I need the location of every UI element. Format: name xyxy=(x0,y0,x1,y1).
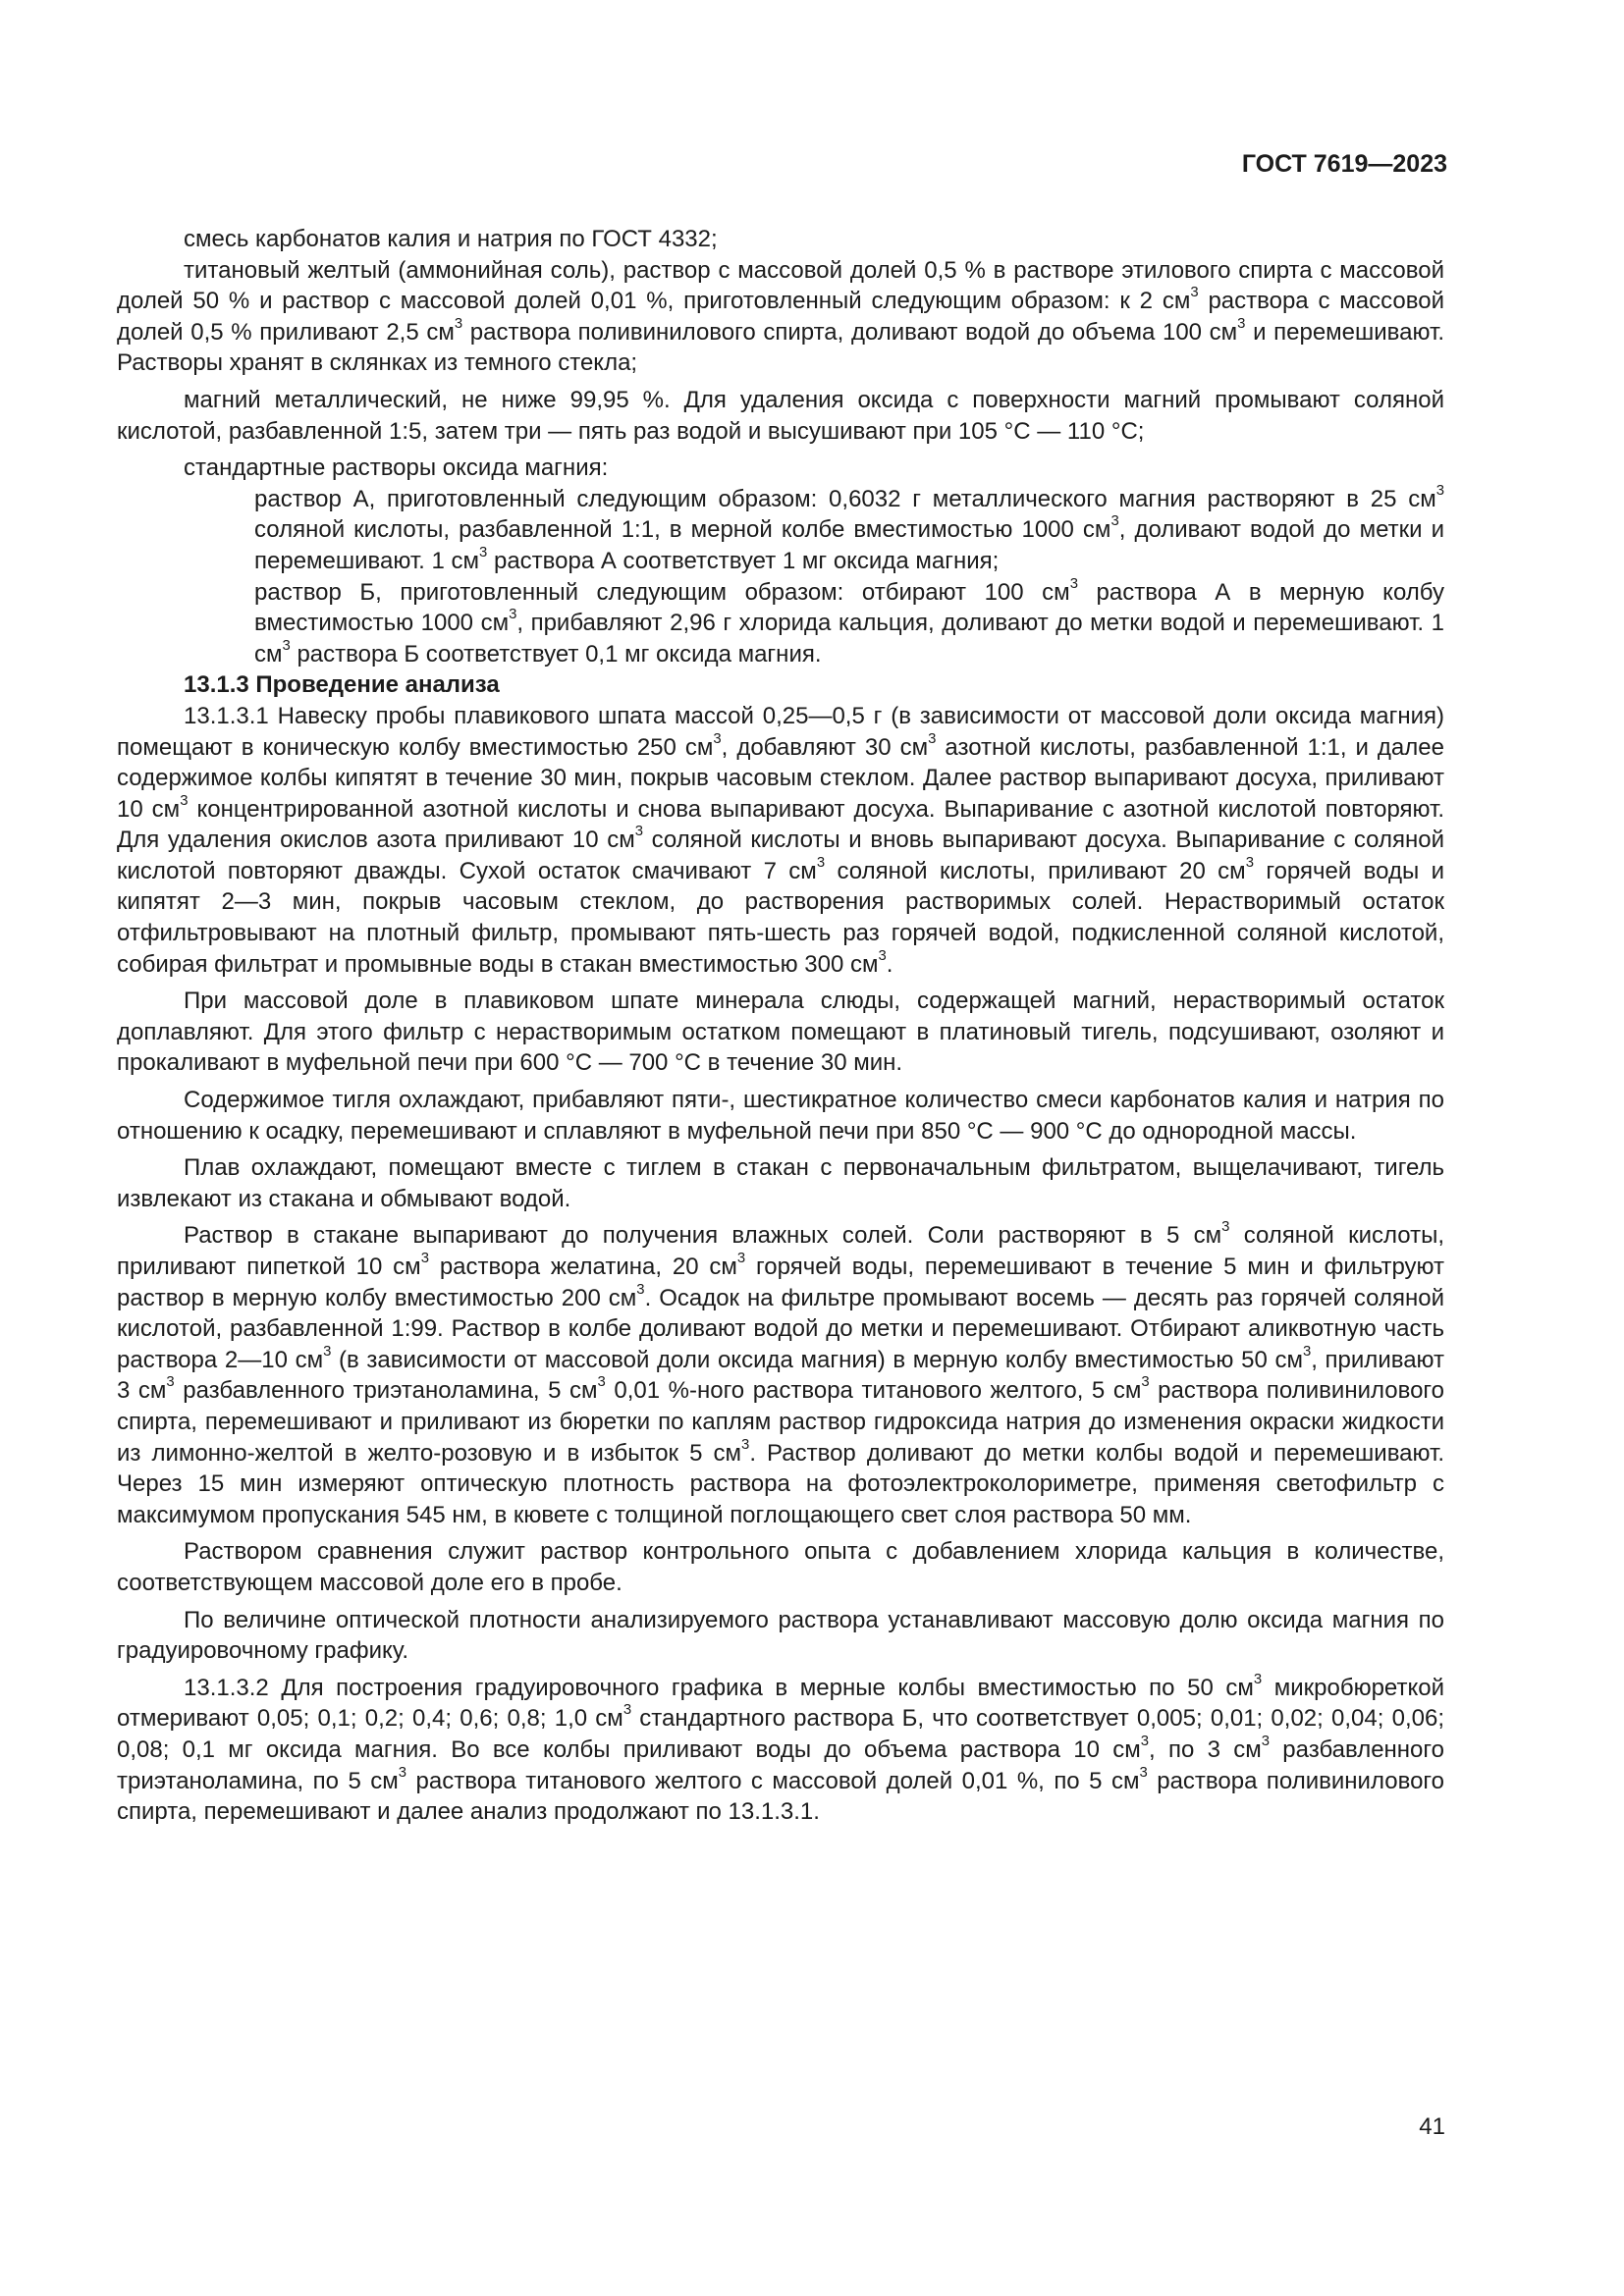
body-paragraph: При массовой доле в плавиковом шпате минерала слюды, содержащей магний, нерастворимый остаток доплавляют. Для этого фильтр с нерастворимым остатком помещают в платиновый тигель, подсушивают, озоляют и прокаливают в муфельной печи при 600 °С — 700 °С в течение 30 мин. xyxy=(117,988,1444,1077)
body-paragraph: 13.1.3.2 Для построения градуировочного графика в мерные колбы вместимостью по 50 $см^3$ микробюреткой отмеривают 0,05; 0,1; 0,2; 0,4; 0,6; 0,8; 1,0 $см^3$ стандартного раствора Б, что соответствует 0,005; 0,01; 0,02; 0,04; 0,06; 0,08; 0,1 мг оксида магния. Во все колбы приливают воды до объема раствора 10 $см^3$, по 3 $см^3$ разбавленного триэтаноламина, по 5 $см^3$ раствора титанового желтого с массовой долей 0,01 %, по 5 $см^3$ раствора поливинилового спирта, перемешивают и далее анализ продолжают по 13.1.3.1. xyxy=(117,1671,1444,1826)
body-paragraph: По величине оптической плотности анализируемого раствора устанавливают массовую долю оксида магния по градуировочному графику. xyxy=(117,1606,1444,1665)
body-paragraph: Раствор в стакане выпаривают до получения влажных солей. Соли растворяют в 5 $см^3$ соляной кислоты, приливают пипеткой 10 $см^3$ раствора желатина, 20 $см^3$ горячей воды, перемешивают в течение 5 мин и фильтруют раствор в мерную колбу вместимостью 200 $см^3$. Осадок на фильтре промывают восемь — десять раз горячей соляной кислотой, разбавленной 1:99. Раствор в колбе доливают водой до метки и перемешивают. Отбирают аликвотную часть раствора 2—10 $см^3$ (в зависимости от массовой доли оксида магния) в мерную колбу вместимостью 50 $см^3$, приливают 3 $см^3$ разбавленного триэтаноламина, 5 $см^3$ 0,01 %-ного раствора титанового желтого, 5 $см^3$ раствора поливинилового спирта, перемешивают и приливают из бюретки по каплям раствор гидроксида натрия до изменения окраски жидкости из лимонно-желтой в желто-розовую и в избыток 5 $см^3$. Раствор доливают до метки колбы водой и перемешивают. Через 15 мин измеряют оптическую плотность раствора на фотоэлектроколориметре, применяя светофильтр с максимумом пропускания 545 нм, в кювете с толщиной поглощающего свет слоя раствора 50 мм. xyxy=(117,1219,1445,1528)
body-paragraph: Раствором сравнения служит раствор контрольного опыта с добавлением хлорида кальция в количестве, соответствующем массовой доле его в пробе. xyxy=(117,1538,1444,1596)
body-paragraph: раствор А, приготовленный следующим образом: 0,6032 г металлического магния растворяют в 25 $см^3$ соляной кислоты, разбавленной 1:1, в мерной колбе вместимостью 1000 $см^3$, доливают водой до метки и перемешивают. 1 $см^3$ раствора А соответствует 1 мг оксида магния; xyxy=(254,482,1444,574)
document-body xyxy=(117,224,1444,1828)
page-number: 41 xyxy=(1419,2113,1445,2140)
body-paragraph: раствор Б, приготовленный следующим образом: отбирают 100 $см^3$ раствора А в мерную колбу вместимостью 1000 $см^3$, прибавляют 2,96 г хлорида кальция, доливают до метки водой и перемешивают. 1 $см^3$ раствора Б соответствует 0,1 мг оксида магния. xyxy=(254,575,1444,667)
body-paragraph: стандартные растворы оксида магния: xyxy=(184,454,609,482)
body-paragraph: магний металлический, не ниже 99,95 %. Для удаления оксида с поверхности магний промывают соляной кислотой, разбавленной 1:5, затем три — пять раз водой и высушивают при 105 °С — 110 °С; xyxy=(117,386,1444,445)
document-standard-id: ГОСТ 7619—2023 xyxy=(1241,150,1447,178)
body-paragraph: смесь карбонатов калия и натрия по ГОСТ 4332; xyxy=(184,226,718,252)
body-paragraph: Содержимое тигля охлаждают, прибавляют пяти-, шестикратное количество смеси карбонатов калия и натрия по отношению к осадку, перемешивают и сплавляют в муфельной печи при 850 °С — 900 °С до однородной массы. xyxy=(117,1087,1444,1145)
section-heading: 13.1.3 Проведение анализа xyxy=(184,671,500,699)
body-paragraph: 13.1.3.1 Навеску пробы плавикового шпата массой 0,25—0,5 г (в зависимости от массовой доли оксида магния) помещают в коническую колбу вместимостью 250 $см^3$, добавляют 30 $см^3$ азотной кислоты, разбавленной 1:1, и далее содержимое колбы кипятят в течение 30 мин, покрыв часовым стеклом. Далее раствор выпаривают досуха, приливают 10 $см^3$ концентрированной азотной кислоты и снова выпаривают досуха. Выпаривание с азотной кислотой повторяют. Для удаления окислов азота приливают 10 $см^3$ соляной кислоты и вновь выпаривают досуха. Выпаривание с соляной кислотой повторяют дважды. Сухой остаток смачивают 7 $см^3$ соляной кислоты, приливают 20 $см^3$ горячей воды и кипятят 2—3 мин, покрыв часовым стеклом, до растворения растворимых солей. Нерастворимый остаток отфильтровывают на плотный фильтр, промывают пять-шесть раз горячей водой, подкисленной соляной кислотой, собирая фильтрат и промывные воды в стакан вместимостью 300 $см^3$. xyxy=(117,702,1444,978)
body-paragraph: Плав охлаждают, помещают вместе с тиглем в стакан с первоначальным фильтратом, выщелачивают, тигель извлекают из стакана и обмывают водой. xyxy=(117,1154,1444,1212)
body-paragraph: титановый желтый (аммонийная соль), раствор с массовой долей 0,5 % в растворе этилового спирта с массовой долей 50 % и раствор с массовой долей 0,01 %, приготовленный следующим образом: к 2 $см^3$ раствора с массовой долей 0,5 % приливают 2,5 $см^3$ раствора поливинилового спирта, доливают водой до объема 100 $см^3$ и перемешивают. Растворы хранят в склянках из темного стекла; xyxy=(117,256,1444,377)
